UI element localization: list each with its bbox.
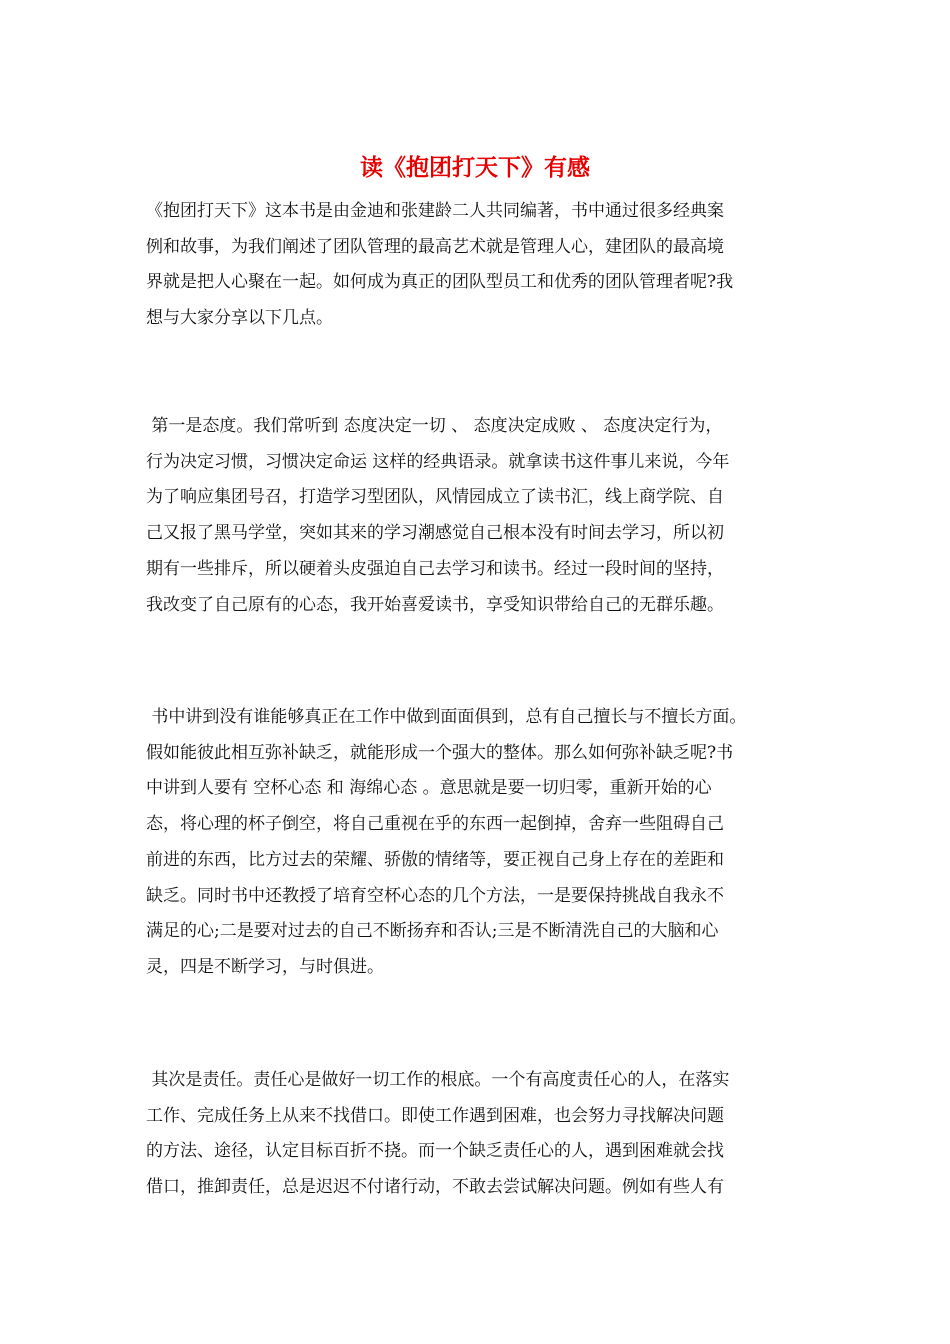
paragraph-line: 中讲到人要有 空杯心态 和 海绵心态 。意思就是要一切归零，重新开始的心 [146,778,712,799]
paragraph-line: 灵，四是不断学习，与时俱进。 [146,956,384,977]
paragraph-line: 为了响应集团号召，打造学习型团队，风情园成立了读书汇，线上商学院、自 [146,487,724,508]
paragraph-line: 例和故事，为我们阐述了团队管理的最高艺术就是管理人心，建团队的最高境 [146,236,724,257]
paragraph-responsibility [146,1063,836,1206]
paragraph-line: 假如能彼此相互弥补缺乏，就能形成一个强大的整体。那么如何弥补缺乏呢?书 [146,742,734,763]
paragraph-line: 缺乏。同时书中还教授了培育空杯心态的几个方法，一是要保持挑战自我永不 [146,885,724,906]
paragraph-line: 期有一些排斥，所以硬着头皮强迫自己去学习和读书。经过一段时间的坚持， [146,558,724,579]
paragraph-line: 《抱团打天下》这本书是由金迪和张建龄二人共同编著，书中通过很多经典案 [146,201,724,221]
paragraph-line: 前进的东西，比方过去的荣耀、骄傲的情绪等，要正视自己身上存在的差距和 [146,849,724,870]
paragraph-line: 我改变了自己原有的心态，我开始喜爱读书，享受知识带给自己的无群乐趣。 [146,594,724,615]
paragraph-line: 己又报了黑马学堂，突如其来的学习潮感觉自己根本没有时间去学习，所以初 [146,523,724,544]
paragraph-line: 工作、完成任务上从来不找借口。即使工作遇到困难，也会努力寻找解决问题 [146,1105,724,1126]
paragraph-line: 想与大家分享以下几点。 [146,308,333,329]
paragraph-empty-cup [146,700,836,986]
paragraph-line: 态，将心理的杯子倒空，将自己重视在乎的东西一起倒掉，舍弃一些阻碍自己 [146,814,724,835]
paragraph-line: 借口，推卸责任，总是迟迟不付诸行动，不敢去尝试解决问题。例如有些人有 [146,1177,724,1198]
paragraph-line: 的方法、途径，认定目标百折不挠。而一个缺乏责任心的人，遇到困难就会找 [146,1141,724,1162]
paragraph-line: 界就是把人心聚在一起。如何成为真正的团队型员工和优秀的团队管理者呢?我 [146,272,734,293]
document-title: 读《抱团打天下》有感 [360,154,590,181]
paragraph-line: 书中讲到没有谁能够真正在工作中做到面面俱到，总有自己擅长与不擅长方面。 [146,707,747,727]
paragraph-line: 第一是态度。我们常听到 态度决定一切 、 态度决定成败 、 态度决定行为， [146,416,723,436]
paragraph-intro [146,194,836,337]
paragraph-line: 满足的心;二是要对过去的自己不断扬弃和否认;三是不断清洗自己的大脑和心 [146,921,719,942]
paragraph-attitude [146,409,836,623]
paragraph-line: 其次是责任。责任心是做好一切工作的根底。一个有高度责任心的人，在落实 [146,1070,730,1090]
paragraph-line: 行为决定习惯，习惯决定命运 这样的经典语录。就拿读书这件事儿来说，今年 [146,451,730,472]
